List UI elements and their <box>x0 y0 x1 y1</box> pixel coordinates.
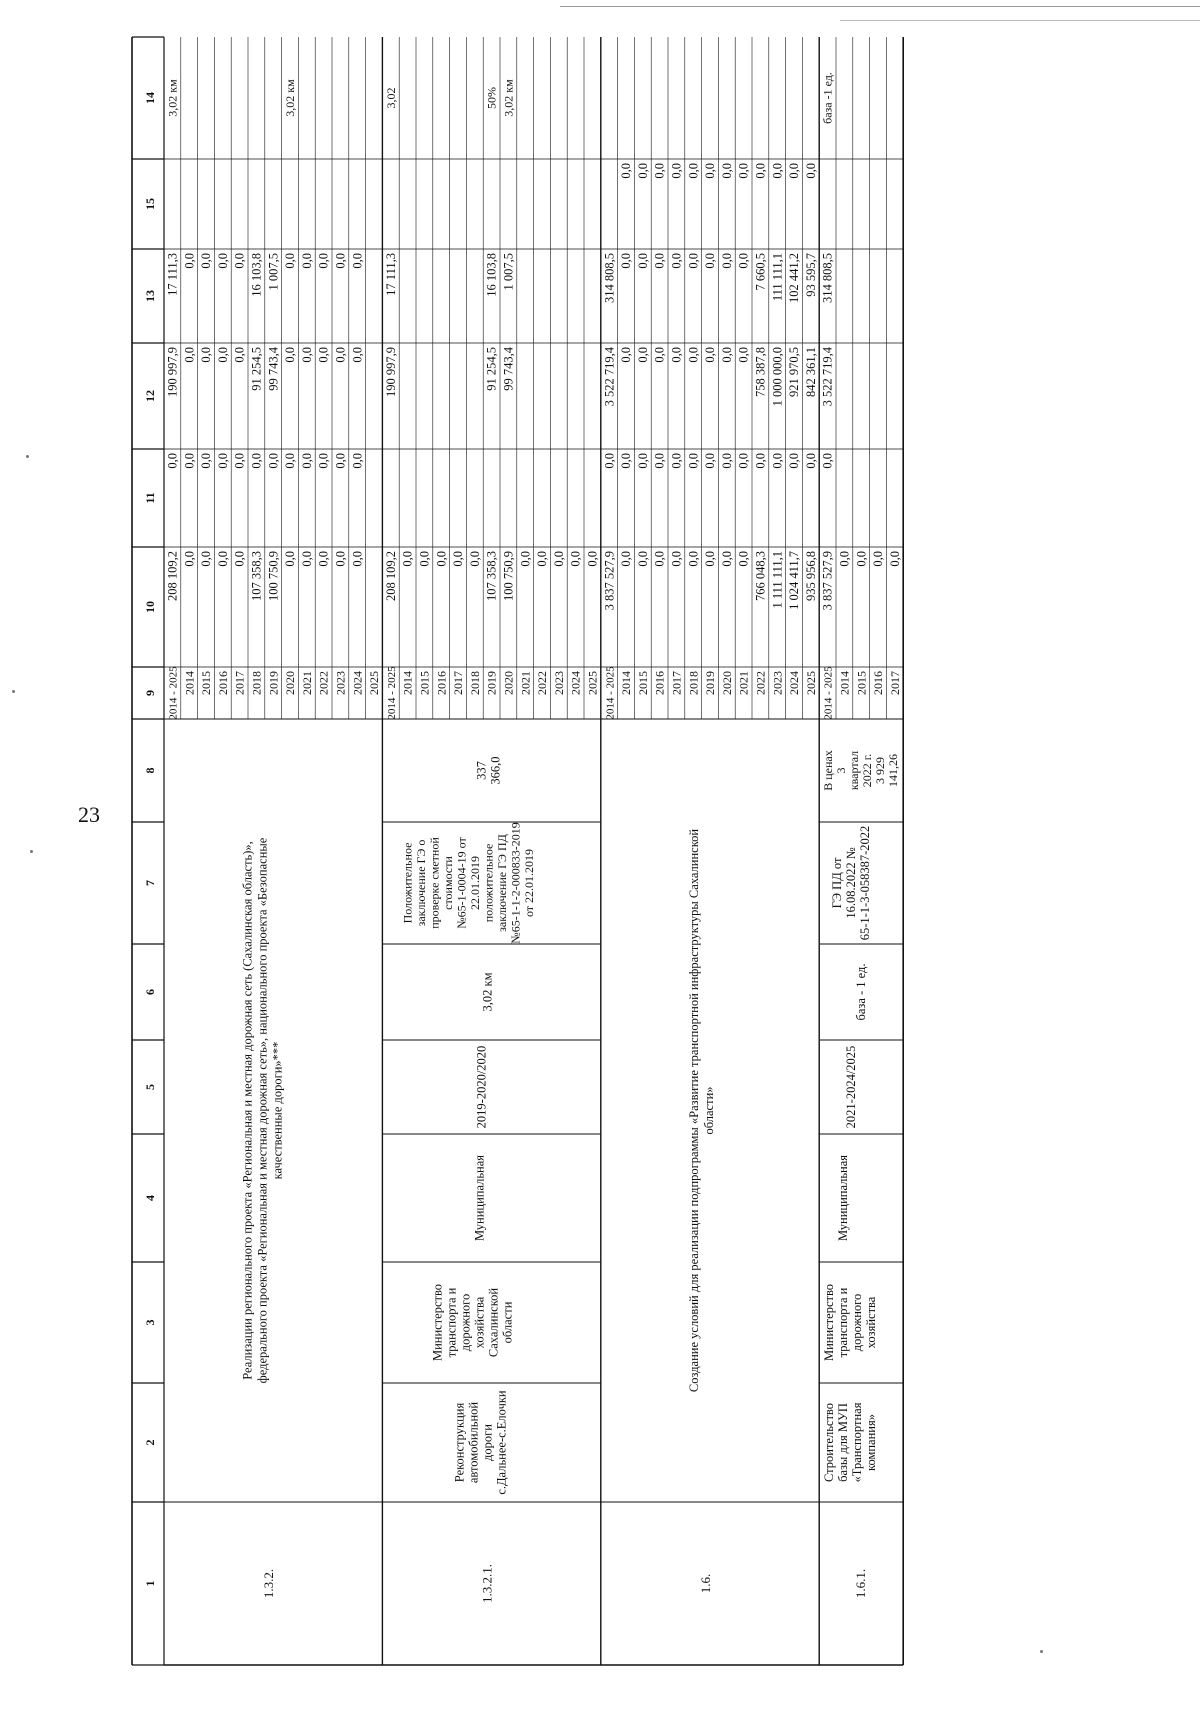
column-number-3: 3 <box>143 1319 157 1326</box>
s16-c11: 0,0 <box>652 453 667 469</box>
s1321-c12-2020: 99 743,4 <box>501 347 516 391</box>
s132-title: федерального проекта «Региональная и местная дорожная сеть», национального проекта «Безопасные <box>255 837 270 1384</box>
s132-title: качественные дороги»*** <box>270 1041 285 1180</box>
s16-year: 2018 <box>686 671 701 695</box>
s16-c12: 0,0 <box>652 347 667 363</box>
s1321-c10: 0,0 <box>551 551 566 567</box>
s16-year: 2025 <box>803 671 818 695</box>
s161-c10: 0,0 <box>837 551 852 567</box>
s16-c11: 0,0 <box>803 453 818 469</box>
s1321-total-c13: 17 111,3 <box>383 253 398 296</box>
s161-year: 2016 <box>871 671 886 695</box>
s132-period: 2014 - 2025 <box>167 666 180 720</box>
s1321-c3: транспорта и <box>444 1287 459 1358</box>
s16-c12: 0,0 <box>669 347 684 363</box>
s16-c13: 0,0 <box>635 253 650 269</box>
s16-c11: 0,0 <box>619 453 634 469</box>
s132-code: 1.3.2. <box>261 1568 277 1599</box>
s132-c11: 0,0 <box>299 453 314 469</box>
s132-c13: 0,0 <box>299 253 314 269</box>
s1321-c3: Министерство <box>430 1283 445 1362</box>
s1321-c15-2020: 3,02 км <box>501 79 516 117</box>
s16-c12: 0,0 <box>703 347 718 363</box>
s161-c10: 0,0 <box>871 551 886 567</box>
s16-c14: 0,0 <box>652 163 667 179</box>
column-number-9: 9 <box>143 690 157 696</box>
column-number-14: 14 <box>143 92 157 104</box>
s16-c12: 921 970,5 <box>787 347 802 397</box>
s161-c3: Министерство <box>822 1283 837 1362</box>
s1321-year: 2023 <box>551 671 566 695</box>
s16-c10: 1 024 411,7 <box>787 551 802 610</box>
s16-c10: 0,0 <box>686 551 701 567</box>
s16-c11: 0,0 <box>770 453 785 469</box>
s161-c8: квартал <box>847 750 862 791</box>
s161-total-c13: 314 808,5 <box>820 253 835 303</box>
s1321-c2: автомобильной <box>466 1401 481 1484</box>
s132-c10: 107 358,3 <box>249 551 264 601</box>
s16-total-c10: 3 837 527,9 <box>602 551 617 611</box>
s132-c13: 0,0 <box>283 253 298 269</box>
s132-c10: 0,0 <box>215 551 230 567</box>
s132-c11: 0,0 <box>283 453 298 469</box>
s132-c11: 0,0 <box>333 453 348 469</box>
s16-c10: 0,0 <box>669 551 684 567</box>
s1321-c12-2019: 91 254,5 <box>484 347 499 391</box>
s16-c11: 0,0 <box>753 453 768 469</box>
s16-year: 2020 <box>719 671 734 695</box>
s132-year: 2017 <box>232 671 247 695</box>
column-number-4: 4 <box>143 1195 157 1201</box>
column-number-12: 12 <box>143 390 157 402</box>
s1321-c6: 3,02 км <box>480 972 495 1012</box>
s1321-c13-2019: 16 103,8 <box>484 253 499 297</box>
s132-c12: 0,0 <box>232 347 247 363</box>
s16-year: 2023 <box>770 671 785 695</box>
s132-c12: 0,0 <box>215 347 230 363</box>
s161-c7: ГЭ ПД от <box>830 857 845 909</box>
s132-c13: 1 007,5 <box>266 253 281 291</box>
s16-c11: 0,0 <box>686 453 701 469</box>
s132-c12: 0,0 <box>316 347 331 363</box>
s161-c8: 141,26 <box>886 754 901 787</box>
s1321-year: 2024 <box>568 671 583 695</box>
s132-year: 2016 <box>215 671 230 695</box>
s1321-c7: №65-1-1-2-000833-2019 <box>508 822 523 944</box>
s1321-year: 2014 <box>400 671 415 695</box>
s16-c12: 0,0 <box>719 347 734 363</box>
s16-year: 2014 <box>619 671 634 695</box>
s132-year: 2014 <box>182 671 197 695</box>
s132-c10: 0,0 <box>333 551 348 567</box>
s1321-total-c12: 190 997,9 <box>383 347 398 397</box>
s16-c13: 0,0 <box>652 253 667 269</box>
s132-total-c15: 3,02 км <box>165 79 180 117</box>
s1321-c10: 0,0 <box>451 551 466 567</box>
s1321-c2: Реконструкция <box>452 1402 467 1483</box>
page-number: 23 <box>78 802 100 827</box>
s161-period: 2014 - 2025 <box>822 666 835 720</box>
s132-year: 2025 <box>367 671 382 695</box>
s132-year: 2021 <box>299 671 314 695</box>
s16-c13: 0,0 <box>669 253 684 269</box>
s132-c11: 0,0 <box>182 453 197 469</box>
s132-c12: 0,0 <box>333 347 348 363</box>
s161-year: 2014 <box>837 671 852 695</box>
column-number-15: 15 <box>143 198 157 210</box>
s1321-c10: 0,0 <box>568 551 583 567</box>
s1321-c10: 0,0 <box>535 551 550 567</box>
s1321-c7: проверке сметной <box>427 837 442 929</box>
s16-c14: 0,0 <box>686 163 701 179</box>
s132-c13: 0,0 <box>350 253 365 269</box>
s161-c3: хозяйства <box>864 1296 879 1349</box>
s161-c7: 65-1-1-3-058387-2022 <box>858 825 873 941</box>
s1321-total-c10: 208 109,2 <box>383 551 398 601</box>
s16-c14: 0,0 <box>770 163 785 179</box>
s132-c12: 0,0 <box>182 347 197 363</box>
s1321-total-c15: 3,02 <box>383 87 398 109</box>
s132-c15-2020: 3,02 км <box>283 79 298 117</box>
s1321-c13-2020: 1 007,5 <box>501 253 516 291</box>
s1321-c7: от 22.01.2019 <box>522 848 537 918</box>
s16-c10: 0,0 <box>635 551 650 567</box>
s161-c8: 2022 г. <box>860 753 875 788</box>
s1321-c7: №65-1-0004-19 от <box>454 837 469 929</box>
s132-c13: 0,0 <box>316 253 331 269</box>
s16-c12: 758 387,8 <box>753 347 768 397</box>
s161-c10: 0,0 <box>854 551 869 567</box>
s132-c12: 99 743,4 <box>266 347 281 391</box>
s16-c13: 0,0 <box>703 253 718 269</box>
s132-c11: 0,0 <box>249 453 264 469</box>
s132-c10: 0,0 <box>232 551 247 567</box>
s132-c11: 0,0 <box>316 453 331 469</box>
s16-year: 2015 <box>635 671 650 695</box>
s1321-c15-2019: 50% <box>484 87 499 109</box>
s132-c12: 0,0 <box>350 347 365 363</box>
s16-total-c12: 3 522 719,4 <box>602 347 617 407</box>
s16-c14: 0,0 <box>619 163 634 179</box>
s132-c10: 100 750,9 <box>266 551 281 601</box>
s16-year: 2017 <box>669 671 684 695</box>
s16-total-c11: 0,0 <box>602 453 617 469</box>
s161-c3: транспорта и <box>836 1287 851 1358</box>
s1321-c10: 0,0 <box>400 551 415 567</box>
s1321-year: 2021 <box>518 671 533 695</box>
s16-c10: 1 111 111,1 <box>770 551 785 609</box>
s161-code: 1.6.1. <box>853 1568 869 1599</box>
s132-c10: 0,0 <box>316 551 331 567</box>
s1321-c7: заключение ГЭ о <box>414 839 429 927</box>
s16-c10: 935 956,8 <box>803 551 818 601</box>
s132-year: 2022 <box>316 671 331 695</box>
s132-year: 2023 <box>333 671 348 695</box>
s161-total-c11: 0,0 <box>820 453 835 469</box>
s1321-code: 1.3.2.1. <box>479 1564 495 1603</box>
s16-c12: 0,0 <box>736 347 751 363</box>
s16-c14: 0,0 <box>803 163 818 179</box>
s161-total-c15: база -1 ед. <box>820 72 835 124</box>
s16-c14: 0,0 <box>719 163 734 179</box>
s132-year: 2019 <box>266 671 281 695</box>
s1321-year: 2019 <box>484 671 499 695</box>
s132-c10: 0,0 <box>350 551 365 567</box>
s1321-c10: 107 358,3 <box>484 551 499 601</box>
s16-title: области» <box>702 1086 717 1135</box>
s1321-c7: 22.01.2019 <box>468 856 483 910</box>
s16-c12: 0,0 <box>635 347 650 363</box>
s1321-c7: заключение ГЭ ПД <box>495 834 510 932</box>
s16-c10: 0,0 <box>652 551 667 567</box>
s161-c3: дорожного <box>850 1293 865 1352</box>
s16-c10: 0,0 <box>736 551 751 567</box>
s161-c2: «Транспортная <box>850 1402 865 1483</box>
s132-year: 2024 <box>350 671 365 695</box>
s1321-c4: Муниципальная <box>472 1154 487 1242</box>
s1321-c10: 0,0 <box>518 551 533 567</box>
s16-c11: 0,0 <box>787 453 802 469</box>
s16-c12: 0,0 <box>686 347 701 363</box>
s1321-c7: положительное <box>481 843 496 923</box>
s1321-c7: Положительное <box>400 842 415 924</box>
s1321-year: 2016 <box>434 671 449 695</box>
s161-c8: 3 929 <box>873 757 888 784</box>
s1321-year: 2018 <box>467 671 482 695</box>
s16-c13: 0,0 <box>719 253 734 269</box>
s16-c14: 0,0 <box>753 163 768 179</box>
s16-c10: 766 048,3 <box>753 551 768 601</box>
column-number-1: 1 <box>143 1580 157 1587</box>
s16-title: Создание условий для реализации подпрограммы «Развитие транспортной инфраструктуры Сахалинской <box>687 828 702 1393</box>
s1321-c10: 0,0 <box>417 551 432 567</box>
s161-year: 2015 <box>854 671 869 695</box>
s132-c11: 0,0 <box>350 453 365 469</box>
s16-year: 2016 <box>652 671 667 695</box>
s161-total-c10: 3 837 527,9 <box>820 551 835 611</box>
s16-c13: 0,0 <box>619 253 634 269</box>
s132-c10: 0,0 <box>199 551 214 567</box>
s161-c8: 3 <box>834 767 849 774</box>
s16-c12: 0,0 <box>619 347 634 363</box>
s132-c13: 16 103,8 <box>249 253 264 297</box>
s16-year: 2022 <box>753 671 768 695</box>
s1321-c7: стоимости <box>441 856 456 910</box>
s16-c14: 0,0 <box>787 163 802 179</box>
s1321-year: 2020 <box>501 671 516 695</box>
s16-c11: 0,0 <box>719 453 734 469</box>
s1321-year: 2015 <box>417 671 432 695</box>
s16-c13: 7 660,5 <box>753 253 768 291</box>
s161-c4: Муниципальная <box>836 1154 851 1242</box>
s1321-c5: 2019-2020/2020 <box>474 1045 489 1129</box>
column-number-11: 11 <box>143 492 157 504</box>
s16-year: 2024 <box>787 671 802 695</box>
s1321-c3: области <box>500 1301 515 1344</box>
s161-c2: компания» <box>864 1414 879 1471</box>
column-number-7: 7 <box>143 880 157 886</box>
s1321-c10: 0,0 <box>585 551 600 567</box>
column-number-8: 8 <box>143 767 157 774</box>
s132-c12: 0,0 <box>199 347 214 363</box>
s1321-year: 2022 <box>535 671 550 695</box>
s16-c11: 0,0 <box>736 453 751 469</box>
column-number-5: 5 <box>143 1084 157 1090</box>
s16-c13: 111 111,1 <box>770 253 785 302</box>
s16-c10: 0,0 <box>703 551 718 567</box>
s16-period: 2014 - 2025 <box>604 666 617 720</box>
s161-total-c12: 3 522 719,4 <box>820 347 835 407</box>
s16-c14: 0,0 <box>635 163 650 179</box>
s1321-c10: 0,0 <box>434 551 449 567</box>
s161-c6: база - 1 ед. <box>854 963 869 1021</box>
s1321-year: 2025 <box>585 671 600 695</box>
s132-year: 2015 <box>199 671 214 695</box>
s16-c14: 0,0 <box>703 163 718 179</box>
s16-c12: 1 000 000,0 <box>770 347 785 407</box>
s161-c8: В ценах <box>821 750 836 791</box>
s1321-period: 2014 - 2025 <box>385 666 398 720</box>
s132-c13: 0,0 <box>215 253 230 269</box>
s16-c13: 93 595,7 <box>803 253 818 297</box>
s161-c10: 0,0 <box>887 551 902 567</box>
s16-c14: 0,0 <box>736 163 751 179</box>
s132-c10: 0,0 <box>283 551 298 567</box>
s132-total-c11: 0,0 <box>165 453 180 469</box>
s16-year: 2019 <box>703 671 718 695</box>
s1321-c10: 0,0 <box>467 551 482 567</box>
s16-c10: 0,0 <box>719 551 734 567</box>
s161-c5: 2021-2024/2025 <box>844 1045 859 1129</box>
s132-c12: 0,0 <box>299 347 314 363</box>
s16-code: 1.6. <box>698 1573 713 1594</box>
s16-c12: 842 361,1 <box>803 347 818 397</box>
s132-total-c13: 17 111,3 <box>165 253 180 296</box>
s1321-c8: 366,0 <box>488 756 503 785</box>
s16-c10: 0,0 <box>619 551 634 567</box>
s16-c11: 0,0 <box>635 453 650 469</box>
s161-c7: 16.08.2022 № <box>844 847 859 919</box>
s16-c11: 0,0 <box>703 453 718 469</box>
s16-c13: 0,0 <box>736 253 751 269</box>
s16-year: 2021 <box>736 671 751 695</box>
s132-c11: 0,0 <box>232 453 247 469</box>
s1321-c2: дороги <box>480 1424 495 1461</box>
s132-c11: 0,0 <box>199 453 214 469</box>
s1321-c3: хозяйства <box>472 1296 487 1349</box>
s1321-year: 2017 <box>451 671 466 695</box>
s16-c13: 102 441,2 <box>787 253 802 303</box>
s16-c14: 0,0 <box>669 163 684 179</box>
s1321-c10: 100 750,9 <box>501 551 516 601</box>
s132-c11: 0,0 <box>215 453 230 469</box>
s132-c12: 91 254,5 <box>249 347 264 391</box>
s132-c13: 0,0 <box>182 253 197 269</box>
s161-c2: Строительство <box>822 1402 837 1483</box>
s132-c11: 0,0 <box>266 453 281 469</box>
s161-c2: базы для МУП <box>836 1403 851 1482</box>
s132-year: 2018 <box>249 671 264 695</box>
column-number-2: 2 <box>143 1439 157 1446</box>
s132-c13: 0,0 <box>199 253 214 269</box>
column-number-10: 10 <box>143 601 157 613</box>
s132-year: 2020 <box>283 671 298 695</box>
s132-total-c10: 208 109,2 <box>165 551 180 601</box>
s16-total-c13: 314 808,5 <box>602 253 617 303</box>
s132-c10: 0,0 <box>299 551 314 567</box>
s132-title: Реализации регионального проекта «Региональная и местная дорожная сеть (Сахалинская область)», <box>240 841 255 1380</box>
s1321-c2: с.Дальнее-с.Елочки <box>494 1390 509 1495</box>
s132-c13: 0,0 <box>333 253 348 269</box>
s1321-c3: Сахалинской <box>486 1287 501 1358</box>
s1321-c3: дорожного <box>458 1293 473 1352</box>
s132-total-c12: 190 997,9 <box>165 347 180 397</box>
s132-c13: 0,0 <box>232 253 247 269</box>
s16-c11: 0,0 <box>669 453 684 469</box>
s16-c13: 0,0 <box>686 253 701 269</box>
s132-c12: 0,0 <box>283 347 298 363</box>
s132-c10: 0,0 <box>182 551 197 567</box>
column-number-13: 13 <box>143 290 157 302</box>
s161-year: 2017 <box>887 671 902 695</box>
s1321-c8: 337 <box>474 761 489 780</box>
column-number-6: 6 <box>143 989 157 995</box>
